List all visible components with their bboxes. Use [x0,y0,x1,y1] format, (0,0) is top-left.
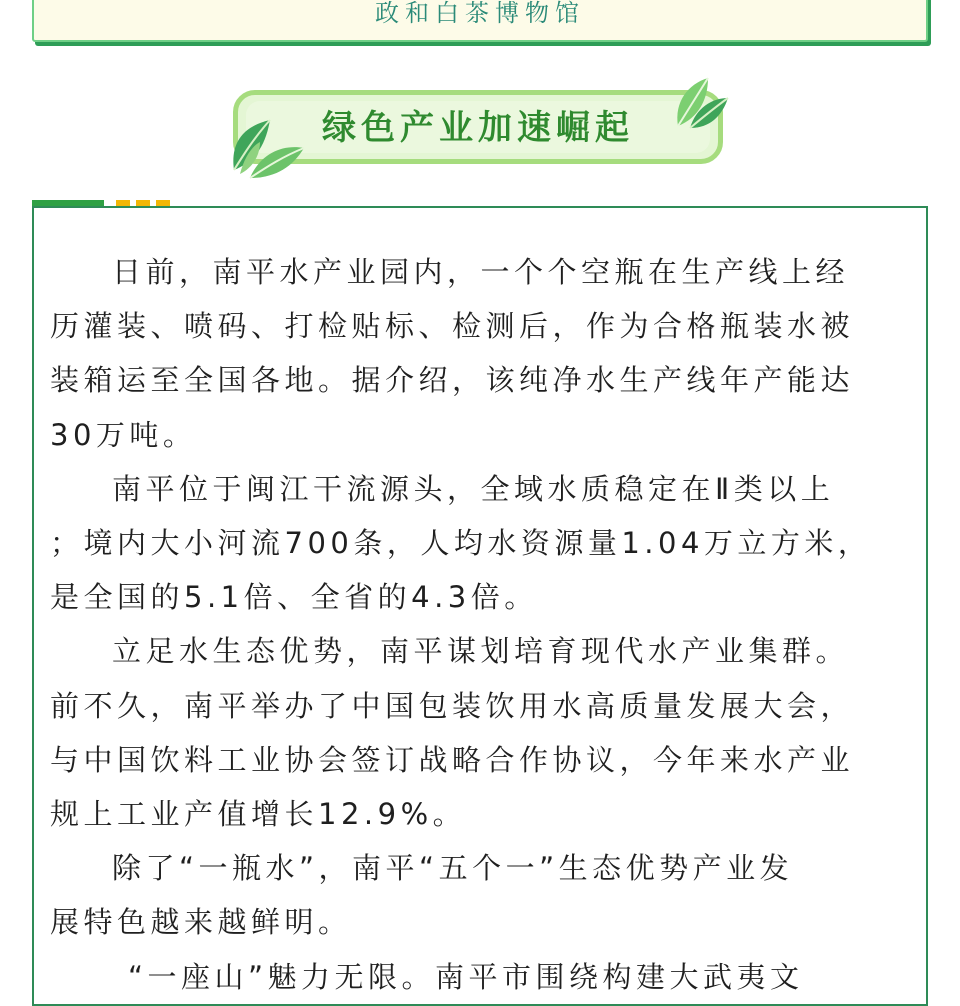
text-line: 历灌装、喷码、打检贴标、检测后，作为合格瓶装水被 [50,309,855,344]
text-line: “一座山”魅力无限。南平市围绕构建大武夷文 [128,959,804,994]
text-line: 装箱运至全国各地。据介绍，该纯净水生产线年产能达 [50,363,855,398]
text-line: 规上工业产值增长12.9%。 [50,797,467,832]
text-line: 30万吨。 [50,417,197,452]
text-line: 日前，南平水产业园内，一个个空瓶在生产线上经 [112,255,850,289]
text-line: 除了“一瓶水”，南平“五个一”生态优势产业发 [112,851,794,886]
text-line: 前不久，南平举办了中国包装饮用水高质量发展大会， [50,688,855,723]
section-title: 绿色产业加速崛起 [322,108,634,148]
text-line: 展特色越来越鲜明。 [50,905,352,940]
article-paragraph [50,950,912,1004]
article-body [50,245,912,1004]
text-line: 是全国的5.1倍、全省的4.3倍。 [50,580,538,615]
museum-caption-card [32,0,928,42]
text-line: 立足水生态优势，南平谋划培育现代水产业集群。 [112,634,850,669]
article-paragraph [50,245,912,462]
leaf-cluster-icon [230,112,308,186]
text-line: 南平位于闽江干流源头，全域水质稳定在Ⅱ类以上 [112,471,835,506]
article-paragraph [50,624,912,841]
text-line: 与中国饮料工业协会签订战略合作协议，今年来水产业 [50,742,855,777]
frame-accent-line [32,206,34,272]
text-line: ；境内大小河流700条，人均水资源量1.04万立方米， [50,526,872,561]
museum-caption: 政和白茶博物馆 [375,0,585,27]
leaf-cluster-icon [672,76,730,134]
article-paragraph [50,841,912,949]
article-paragraph [50,462,912,625]
